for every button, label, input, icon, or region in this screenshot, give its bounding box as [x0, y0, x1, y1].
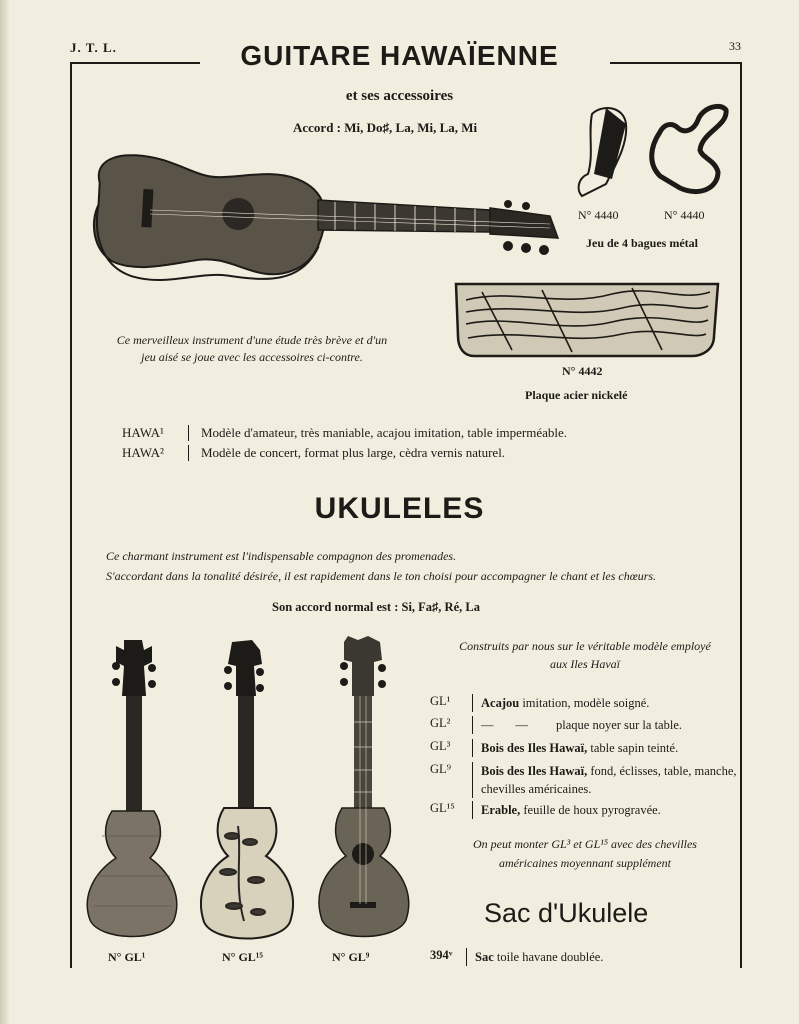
gl-divider-5 — [472, 801, 473, 819]
guitar-body — [91, 153, 327, 288]
guitar-tuning: Accord : Mi, Do♯, La, Mi, La, Mi — [293, 120, 478, 135]
bag-divider — [466, 948, 467, 966]
gl-divider-1 — [472, 694, 473, 712]
hawa-row-2 — [122, 445, 505, 461]
page-number: 33 — [729, 39, 741, 53]
built-note-line2: aux Iles Havaï — [550, 657, 620, 671]
gl-code-1: GL¹ — [430, 694, 451, 708]
gl-divider-4 — [472, 762, 473, 798]
gl-desc-4: fond, éclisses, table, manche, chevilles américaines. — [481, 764, 737, 796]
ukulele-gl15-illustration — [198, 636, 298, 948]
ring-caption: Jeu de 4 bagues métal — [586, 236, 698, 250]
plate-caption: Plaque acier nickelé — [525, 388, 628, 402]
hawa-desc-2: Modèle de concert, format plus large, cèdra vernis naturel. — [201, 445, 506, 460]
bag-bold: Sac — [475, 950, 494, 964]
option-note-line2: américaines moyennant supplément — [499, 856, 671, 870]
ukulele-gl9-illustration — [312, 632, 412, 948]
guitar-caption-line2: jeu aisé se joue avec les accessoires ci-contre. — [141, 350, 363, 364]
header-initials: J. T. L. — [70, 40, 117, 55]
gl-row-2 — [430, 716, 743, 734]
hawa-code-2: HAWA² — [122, 445, 164, 460]
gl-code-3: GL³ — [430, 739, 451, 753]
hawaiian-guitar-illustration — [80, 148, 570, 298]
guitar-neck — [318, 200, 490, 232]
bag-code: 394ᵛ — [430, 948, 453, 962]
gl-row-1 — [430, 694, 743, 712]
gl-bold-4: Bois des Iles Hawaï, — [481, 764, 588, 778]
gl-divider-3 — [472, 739, 473, 757]
gl-code-2: GL² — [430, 716, 451, 730]
gl-row-5 — [430, 801, 743, 819]
ukulele-intro-line2: S'accordant dans la tonalité désirée, il est rapidement dans le ton choisi pour accompagner le chant et les chœurs. — [106, 569, 657, 583]
ukulele-tuning: Son accord normal est : Si, Fa♯, Ré, La — [272, 600, 480, 614]
gl-row-3 — [430, 739, 743, 757]
ukulele-intro-line1: Ce charmant instrument est l'indispensable compagnon des promenades. — [106, 549, 457, 563]
thumb-pick-illustration — [640, 102, 735, 202]
ukulele-title: UKULELES — [314, 492, 485, 525]
guitar-caption-line1: Ce merveilleux instrument d'une étude très brève et d'un — [116, 333, 388, 347]
gl-desc-1: imitation, modèle soigné. — [519, 696, 650, 710]
bag-desc: toile havane doublée. — [493, 950, 604, 964]
plate-label: N° 4442 — [562, 364, 603, 378]
gl-code-4: GL⁹ — [430, 762, 452, 776]
gl-desc-3: table sapin teinté. — [587, 741, 679, 755]
ukulele-label-3: N° GL⁹ — [332, 950, 370, 964]
gl-bold-3: Bois des Iles Hawaï, — [481, 741, 588, 755]
gl-bold-1: Acajou — [481, 696, 520, 710]
ukulele-label-1: N° GL¹ — [108, 950, 146, 964]
gl-divider-2 — [472, 716, 473, 734]
hawa-divider-2 — [188, 445, 189, 461]
bag-row — [430, 948, 737, 966]
finger-ring-illustration — [572, 104, 632, 204]
gl-desc-5: feuille de houx pyrogravée. — [520, 803, 661, 817]
gl-bold-5: Erable, — [481, 803, 521, 817]
hawa-code-1: HAWA¹ — [122, 425, 164, 440]
hawa-divider-1 — [188, 425, 189, 441]
ukulele-gl1-illustration — [82, 636, 182, 948]
built-note-line1: Construits par nous sur le véritable modèle employé — [459, 639, 711, 653]
ring-label-2: N° 4440 — [664, 208, 705, 222]
ring-label-1: N° 4440 — [578, 208, 619, 222]
guitar-title: GUITARE HAWAÏENNE — [240, 40, 559, 71]
bag-title: Sac d'Ukulele — [484, 898, 649, 928]
hawa-row-1 — [122, 425, 567, 441]
ukulele-label-2: N° GL¹⁵ — [222, 950, 263, 964]
gl-row-4 — [430, 762, 743, 798]
steel-plate-illustration — [452, 280, 724, 360]
gl-desc-2: — — plaque noyer sur la table. — [481, 718, 682, 732]
gl-code-5: GL¹⁵ — [430, 801, 455, 815]
hawa-desc-1: Modèle d'amateur, très maniable, acajou imitation, table imperméable. — [201, 425, 568, 440]
guitar-subtitle: et ses accessoires — [345, 88, 454, 104]
option-note-line1: On peut monter GL³ et GL¹⁵ avec des chevilles — [473, 837, 697, 851]
